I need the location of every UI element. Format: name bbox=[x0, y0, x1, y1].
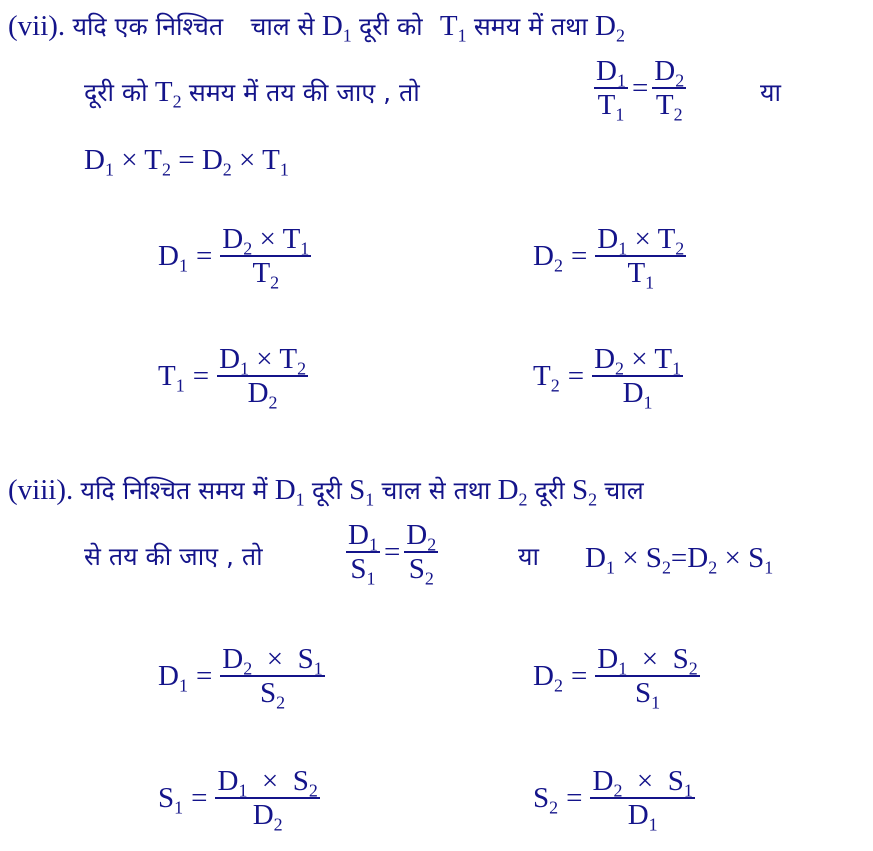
viii-formula-d2: $D_2$ = $\frac{D_1 \times S_2}{S_1}$ bbox=[533, 643, 698, 713]
vii-formula-t1: $T_1$ = $\frac{D_1 \times T_2}{D_2}$ bbox=[158, 343, 307, 413]
viii-formula-s1: $S_1$ = $\frac{D_1 \times S_2}{D_2}$ bbox=[158, 765, 318, 835]
viii-or: या bbox=[518, 542, 539, 571]
vii-ratio-equation: $\frac{D_1}{T_1}$ = $\frac{D_2}{T_2}$ bbox=[596, 55, 685, 125]
vii-line-1: (vii). यदि एक निश्चित चाल से $D_1$ दूरी को $T_1$ समय में तथा $D_2$ bbox=[8, 10, 625, 46]
vii-formula-t2: $T_2$ = $\frac{D_2 \times T_1}{D_1}$ bbox=[533, 343, 682, 413]
vii-formula-d2: $D_2$ = $\frac{D_1 \times T_2}{T_1}$ bbox=[533, 223, 685, 293]
viii-formula-s2: $S_2$ = $\frac{D_2 \times S_1}{D_1}$ bbox=[533, 765, 693, 835]
viii-line-2: से तय की जाए , तो bbox=[84, 542, 263, 571]
vii-line-2: दूरी को $T_2$ समय में तय की जाए , तो bbox=[84, 76, 420, 112]
viii-line-1: (viii). यदि निश्चित समय में $D_1$ दूरी $S_1$ चाल से तथा $D_2$ दूरी $S_2$ चाल bbox=[8, 474, 644, 510]
viii-ratio-equation: $\frac{D_1}{S_1}$ = $\frac{D_2}{S_2}$ bbox=[348, 519, 437, 589]
vii-formula-d1: $D_1$ = $\frac{D_2 \times T_1}{T_2}$ bbox=[158, 223, 310, 293]
vii-label: (vii). bbox=[8, 10, 66, 42]
viii-formula-d1: $D_1$ = $\frac{D_2 \times S_1}{S_2}$ bbox=[158, 643, 323, 713]
vii-or: या bbox=[760, 78, 781, 107]
viii-cross-product: $D_1 \times S_2=D_2 \times S_1$ bbox=[585, 542, 774, 578]
viii-label: (viii). bbox=[8, 474, 74, 506]
vii-cross-product: $D_1 \times T_2 = D_2 \times T_1$ bbox=[84, 144, 289, 180]
